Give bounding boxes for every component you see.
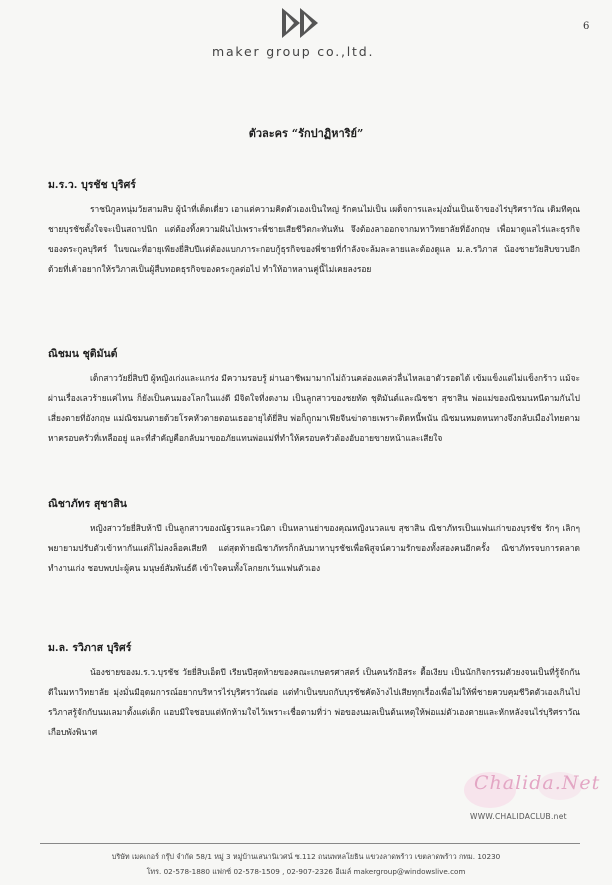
character-name: ม.ร.ว. บุรชัช บุริศร์	[48, 179, 136, 191]
character-section	[48, 495, 580, 578]
footer-contact: โทร. 02-578-1880 แฟกซ์ 02-578-1509 , 02-907-2326 อีเมล์ makergroup@windowslive.com	[146, 867, 466, 876]
footer-address: บริษัท เมคเกอร์ กรุ๊ป จำกัด 58/1 หมู่ 3 หมู่บ้านเสนานิเวศน์ ซ.112 ถนนพหลโยธิน แขวงลาดพร้าว เขตลาดพร้าว กทม. 10230	[111, 852, 501, 861]
character-section	[48, 345, 580, 448]
document-title: ตัวละคร “รักปาฏิหาริย์”	[248, 127, 364, 140]
character-description: น้องชายของม.ร.ว.บุรชัช วัยยี่สิบเอ็ดปี เรียนปีสุดท้ายของคณะเกษตรศาสตร์ เป็นคนรักอิสระ ดื้อเงียบ เป็นนักกิจกรรมตัวยงจนเป็นที่รู้จักกันดีในมหาวิทยาลัย มุ่งมั่นมีอุดมการณ์อยากบริหารไร่บุริศราวัณต่อ แต่ทำเป็นขบถกับบุรชัชคัดง้างไปเสียทุกเรื่องเพื่อไม่ให้พี่ชายควบคุมชีวิตตัวเองเกินไป รวิภาสรู้จักกับนมเลมาตั้งแต่เด็ก แอบมีใจชอบแต่หักห้ามใจไว้เพราะเชื่อตามที่ว่า พ่อของนมลเป็นต้นเหตุให้พ่อแม่ตัวเองตายและหักหลังจนไร่บุริศราวัณเกือบพังพินาศ	[48, 667, 580, 737]
play-arrows-logo-icon	[280, 6, 328, 40]
character-description: ราชนิกูลหนุ่มวัยสามสิบ ผู้นำที่เด็ดเดี่ยว เอาแต่ความคิดตัวเองเป็นใหญ่ รักคนไม่เป็น เผด็จการและมุ่งมั่นเป็นเจ้าของไร่บุริศราวัณ เดิมทีคุณชายบุรชัชตั้งใจจะเป็นสถาปนิก แต่ต้องทิ้งความฝันไปเพราะพี่ชายเสียชีวิตกะทันหัน จึงต้องลาออกจากมหาวิทยาลัยที่อังกฤษ เพื่อมาดูแลไร่และธุรกิจของตระกูลบุริศร์ ในขณะที่อายุเพียงยี่สิบปีแต่ต้องแบกภาระกอบกู้ธุรกิจของพี่ชายที่กำลังจะล้มละลายและต้องดูแล ม.ล.รวิภาส น้องชายวัยสิบขวบอีกด้วยที่เค้าอยากให้รวิภาสเป็นผู้สืบทอดธุรกิจของตระกูลต่อไป ทำให้อาหลานคู่นี้ไม่เคยลงรอย	[48, 204, 580, 274]
character-description: เด็กสาววัยยี่สิบปี ผู้หญิงเก่งและแกร่ง มีความรอบรู้ ผ่านอาชีพมามากไม่ถ้วนคล่องแคล่วลื่นไหลเอาตัวรอดได้ เข้มแข็งแต่ไม่แข็งกร้าว แม้จะผ่านเรื่องเลวร้ายแค่ไหน ก็ยังเป็นคนมองโลกในแง่ดี มีจิตใจที่งดงาม เป็นลูกสาวของชยทัต ชุติมันต์และณิชชา สุชาสิน พ่อแม่ของณิชมนหนีตามกันไปเสี่ยงตายที่อังกฤษ แม่ณิชมนตายด้วยโรคหัวตายตอนเธออายุได้ยี่สิบ พ่อก็ถูกมาเฟียจีนฆ่าตายเพราะติดหนี้พนัน ณิชมนหมดหนทางจึงกลับเมืองไทยตามหาครอบครัวที่เหลืออยู่ และที่สำคัญคือกลับมาขออภัยแทนพ่อแม่ที่ทำให้ครอบครัวต้องอับอายขายหน้าและเสียใจ	[48, 373, 580, 443]
company-logo	[212, 6, 402, 58]
character-name: ณิชมน ชุติมันต์	[48, 348, 118, 360]
page-number: 6	[583, 21, 590, 32]
logo-text: maker group co.,ltd.	[212, 44, 375, 59]
character-description: หญิงสาววัยยี่สิบห้าปี เป็นลูกสาวของณัฐวรและวนิดา เป็นหลานย่าของคุณหญิงนวลแข สุชาสิน ณิชาภัทรเป็นแฟนเก่าของบุรชัช รักๆ เลิกๆ พยายามปรับตัวเข้าหากันแต่ก็ไม่ลงล็อคเสียที แต่สุดท้ายณิชาภัทรก็กลับมาหาบุรชัชเพื่อพิสูจน์ความรักของทั้งสองคนอีกครั้ง ณิชาภัทรจบการตลาด ทำงานเก่ง ชอบพบปะผู้คน มนุษย์สัมพันธ์ดี เข้าใจคนทั้งโลกยกเว้นแฟนตัวเอง	[48, 523, 580, 573]
character-name: ณิชาภัทร สุชาสิน	[48, 498, 127, 510]
footer-divider	[40, 843, 580, 844]
character-section	[48, 176, 580, 279]
site-watermark	[460, 768, 601, 834]
character-name: ม.ล. รวิภาส บุริศร์	[48, 642, 132, 654]
character-section	[48, 639, 580, 742]
watermark-script: Chalida.Net	[474, 772, 601, 794]
watermark-url: WWW.CHALIDACLUB.net	[470, 812, 567, 821]
